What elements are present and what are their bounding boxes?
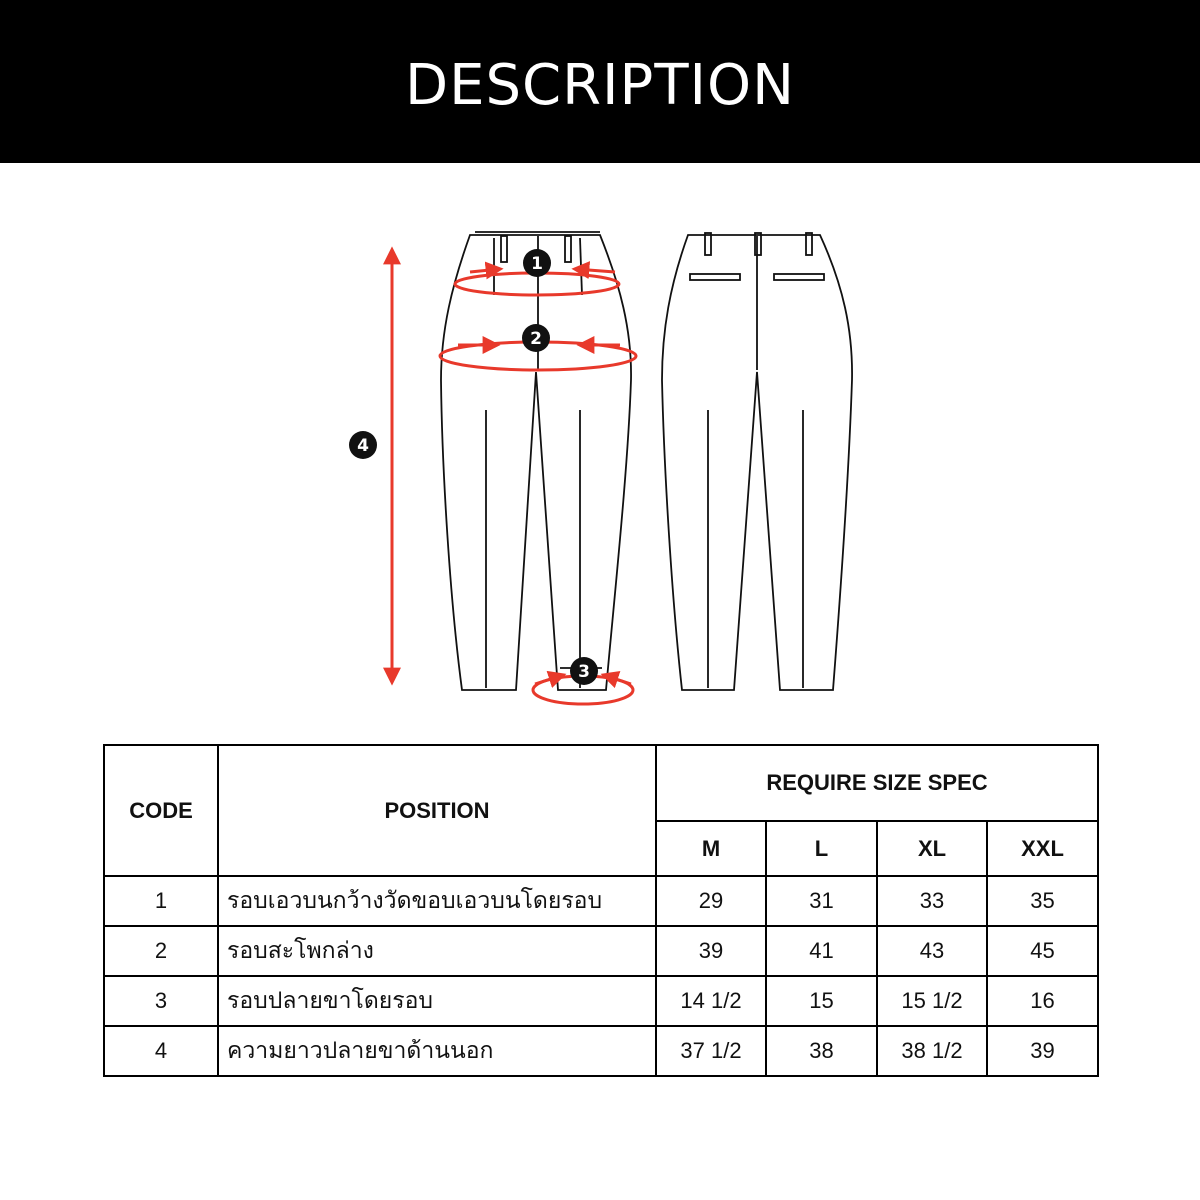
row-value-xxl: 35 bbox=[987, 876, 1098, 926]
row-value-xl: 43 bbox=[877, 926, 987, 976]
page-title: DESCRIPTION bbox=[404, 53, 796, 118]
size-spec-table bbox=[103, 744, 1099, 1077]
row-value-xl: 15 1/2 bbox=[877, 976, 987, 1026]
marker-2-label: 2 bbox=[530, 329, 542, 349]
row-value-l: 41 bbox=[766, 926, 877, 976]
header-position: POSITION bbox=[218, 745, 656, 876]
marker-1-label: 1 bbox=[531, 254, 543, 274]
row-value-l: 38 bbox=[766, 1026, 877, 1076]
header-size-l: L bbox=[766, 821, 877, 876]
table-row bbox=[104, 926, 1098, 976]
row-code: 4 bbox=[104, 1026, 218, 1076]
row-value-xxl: 39 bbox=[987, 1026, 1098, 1076]
pants-front-drawing bbox=[441, 232, 631, 690]
header-code: CODE bbox=[104, 745, 218, 876]
hem-measurement bbox=[533, 657, 633, 704]
marker-4-label: 4 bbox=[357, 436, 369, 456]
table-row bbox=[104, 876, 1098, 926]
row-position: รอบปลายขาโดยรอบ bbox=[218, 976, 656, 1026]
row-position: รอบสะโพกล่าง bbox=[218, 926, 656, 976]
row-value-xl: 33 bbox=[877, 876, 987, 926]
header-size-m: M bbox=[656, 821, 766, 876]
row-value-xxl: 16 bbox=[987, 976, 1098, 1026]
pants-back-drawing bbox=[662, 233, 852, 690]
header-size-xl: XL bbox=[877, 821, 987, 876]
row-value-l: 31 bbox=[766, 876, 877, 926]
table-row bbox=[104, 1026, 1098, 1076]
row-value-m: 14 1/2 bbox=[656, 976, 766, 1026]
row-value-m: 29 bbox=[656, 876, 766, 926]
row-value-l: 15 bbox=[766, 976, 877, 1026]
header-require-size-spec: REQUIRE SIZE SPEC bbox=[656, 745, 1098, 821]
row-code: 2 bbox=[104, 926, 218, 976]
row-position: ความยาวปลายขาด้านนอก bbox=[218, 1026, 656, 1076]
length-measurement bbox=[349, 250, 392, 682]
row-position: รอบเอวบนกว้างวัดขอบเอวบนโดยรอบ bbox=[218, 876, 656, 926]
row-value-xxl: 45 bbox=[987, 926, 1098, 976]
row-value-xl: 38 1/2 bbox=[877, 1026, 987, 1076]
row-value-m: 39 bbox=[656, 926, 766, 976]
row-value-m: 37 1/2 bbox=[656, 1026, 766, 1076]
row-code: 1 bbox=[104, 876, 218, 926]
marker-3-label: 3 bbox=[578, 662, 590, 682]
table-row bbox=[104, 976, 1098, 1026]
row-code: 3 bbox=[104, 976, 218, 1026]
header-size-xxl: XXL bbox=[987, 821, 1098, 876]
